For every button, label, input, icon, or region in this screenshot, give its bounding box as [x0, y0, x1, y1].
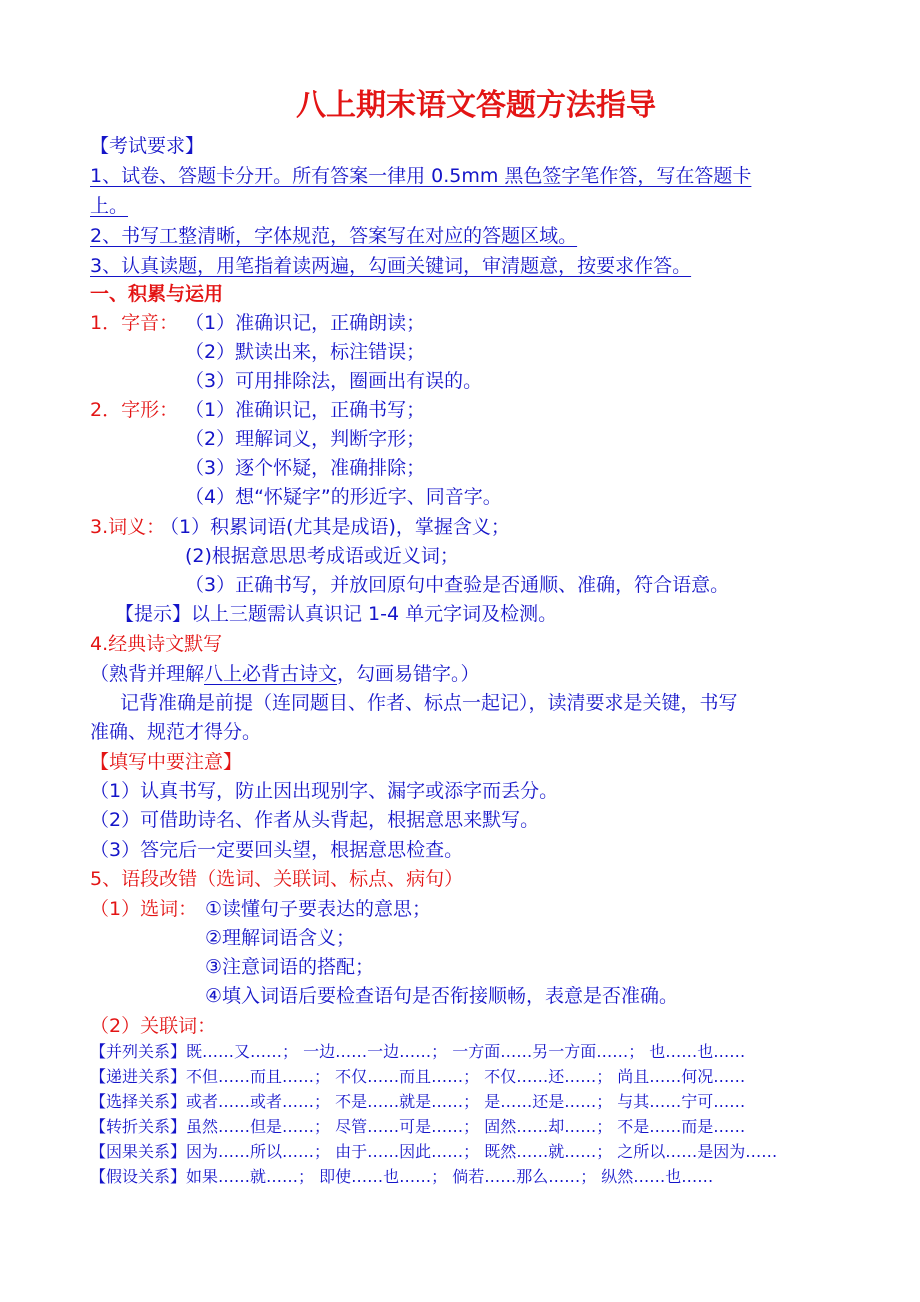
glyph-item-3: （3）逐个怀疑，准确排除； [185, 457, 426, 479]
exam-requirement-3: 3、认真读题，用笔指着读两遍，勾画关键词，审清题意，按要求作答。 [90, 255, 692, 277]
conjunction-type: 【选择关系】 [90, 1092, 187, 1111]
word-choice-item-2: ②理解词语含义； [205, 927, 356, 949]
conjunction-type: 【递进关系】 [90, 1067, 187, 1086]
conjunction-row [90, 1041, 745, 1063]
poetry-heading: 4.经典诗文默写 [90, 633, 223, 655]
revision-heading: 5、语段改错（选词、关联词、标点、病句） [90, 868, 464, 890]
glyph-label: 2．字形： [90, 399, 179, 421]
conjunction-row [90, 1141, 777, 1163]
conjunction-type: 【因果关系】 [90, 1142, 187, 1161]
conjunction-words: 虽然……但是……； 尽管……可是……； 固然……却……； 不是……而是…… [186, 1117, 746, 1136]
pronunciation-item-3: （3）可用排除法，圈画出有误的。 [185, 370, 483, 392]
glyph-item-4: （4）想“怀疑字”的形近字、同音字。 [185, 486, 502, 508]
attention-item-2: （2）可借助诗名、作者从头背起，根据意思来默写。 [90, 809, 540, 831]
conjunction-row [90, 1116, 745, 1138]
conjunction-row [90, 1066, 745, 1088]
conjunction-words: 如果……就……； 即使……也……； 倘若……那么……； 纵然……也…… [186, 1167, 714, 1186]
section-heading-accumulation: 一、积累与运用 [90, 283, 224, 305]
conjunction-row [90, 1091, 745, 1113]
pronunciation-label: 1．字音： [90, 312, 179, 334]
poetry-note [90, 661, 480, 687]
poetry-note-prefix: （熟背并理解 [90, 663, 205, 685]
meaning-item-3: （3）正确书写，并放回原句中查验是否通顺、准确，符合语意。 [185, 574, 730, 596]
tip-text: 【提示】以上三题需认真识记 1-4 单元字词及检测。 [115, 603, 558, 625]
glyph-item-1: （1）准确识记，正确书写； [185, 399, 426, 421]
word-choice-item-3: ③注意词语的搭配； [205, 956, 375, 978]
conjunction-row [90, 1166, 713, 1188]
poetry-note-underline: 八上必背古诗文 [204, 663, 338, 685]
exam-requirements-heading: 【考试要求】 [90, 135, 205, 157]
word-choice-item-1: ①读懂句子要表达的意思； [205, 898, 432, 920]
page-title: 八上期末语文答题方法指导 [296, 88, 656, 123]
meaning-item-1: （1）积累词语(尤其是成语)，掌握含义； [160, 516, 510, 538]
word-choice-item-4: ④填入词语后要检查语句是否衔接顺畅，表意是否准确。 [205, 985, 679, 1007]
poetry-paragraph-line-1: 记背准确是前提（连同题目、作者、标点一起记），读清要求是关键，书写 [120, 692, 738, 714]
glyph-item-2: （2）理解词义，判断字形； [185, 428, 426, 450]
attention-item-3: （3）答完后一定要回头望，根据意思检查。 [90, 839, 464, 861]
meaning-label: 3.词义： [90, 516, 166, 538]
conjunction-words: 或者……或者……； 不是……就是……； 是……还是……； 与其……宁可…… [186, 1092, 746, 1111]
word-choice-label: （1）选词： [90, 898, 198, 920]
attention-heading: 【填写中要注意】 [90, 751, 243, 773]
conjunction-words: 因为……所以……； 由于……因此……； 既然……就……； 之所以……是因为…… [186, 1142, 778, 1161]
exam-requirement-1: 1、试卷、答题卡分开。所有答案一律用 0.5mm 黑色签字笔作答，写在答题卡 [90, 165, 752, 187]
conjunction-type: 【假设关系】 [90, 1167, 187, 1186]
meaning-item-2: (2)根据意思思考成语或近义词； [185, 545, 459, 567]
conjunction-label: （2）关联词： [90, 1015, 217, 1037]
exam-requirement-1-cont: 上。 [90, 195, 129, 217]
conjunction-words: 不但……而且……； 不仅……而且……； 不仅……还……； 尚且……何况…… [186, 1067, 746, 1086]
conjunction-type: 【并列关系】 [90, 1042, 187, 1061]
pronunciation-item-1: （1）准确识记，正确朗读； [185, 312, 426, 334]
conjunction-type: 【转折关系】 [90, 1117, 187, 1136]
exam-requirement-2: 2、书写工整清晰，字体规范，答案写在对应的答题区域。 [90, 225, 578, 247]
conjunction-words: 既……又……； 一边……一边……； 一方面……另一方面……； 也……也…… [186, 1042, 746, 1061]
attention-item-1: （1）认真书写，防止因出现别字、漏字或添字而丢分。 [90, 780, 559, 802]
pronunciation-item-2: （2）默读出来，标注错误； [185, 341, 426, 363]
poetry-note-suffix: ，勾画易错字。） [337, 663, 480, 685]
poetry-paragraph-line-2: 准确、规范才得分。 [90, 721, 262, 743]
